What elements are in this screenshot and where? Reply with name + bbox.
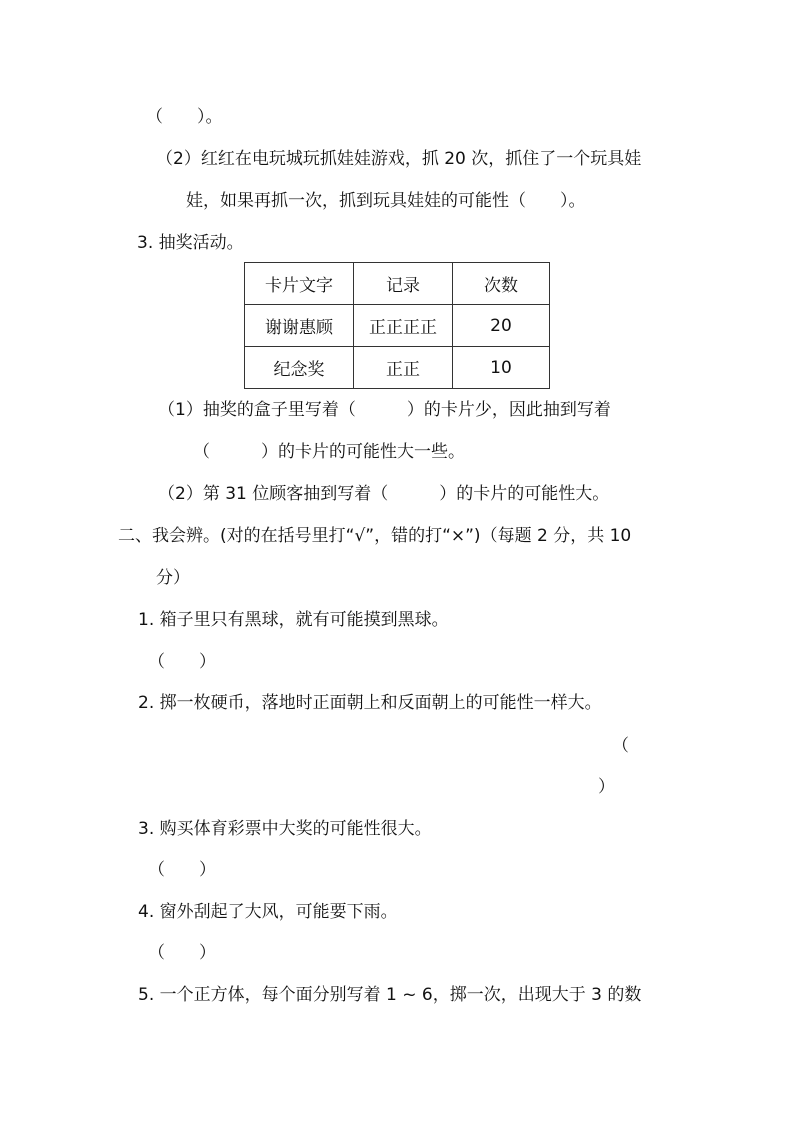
judge-item-4-answer: （ ） [148, 943, 216, 963]
table-cell: 正正 [354, 347, 453, 389]
table-cell: 10 [453, 347, 550, 389]
table-cell: 纪念奖 [245, 347, 354, 389]
table-cell: 谢谢惠顾 [245, 305, 354, 347]
section-2-heading-cont: 分） [156, 568, 190, 588]
question-2-line-1: （2）红红在电玩城玩抓娃娃游戏，抓 20 次，抓住了一个玩具娃 [156, 149, 642, 169]
judge-item-3-answer: （ ） [148, 860, 216, 880]
question-3-sub-1-line-1: （1）抽奖的盒子里写着（ ）的卡片少，因此抽到写着 [158, 400, 611, 420]
section-2-heading: 二、我会辨。(对的在括号里打“√”，错的打“×”)（每题 2 分，共 10 [118, 526, 632, 546]
table-header-cell: 次数 [453, 263, 550, 305]
judge-item-2-answer-close: ） [598, 777, 615, 797]
lottery-record-table [244, 262, 550, 389]
table-row [245, 347, 550, 389]
table-cell: 20 [453, 305, 550, 347]
judge-item-1: 1. 箱子里只有黑球，就有可能摸到黑球。 [138, 610, 449, 630]
judge-item-4: 4. 窗外刮起了大风，可能要下雨。 [138, 902, 398, 922]
judge-item-3: 3. 购买体育彩票中大奖的可能性很大。 [138, 819, 432, 839]
judge-item-1-answer: （ ） [148, 652, 216, 672]
table-header-cell: 卡片文字 [245, 263, 354, 305]
question-3-title: 3. 抽奖活动。 [137, 233, 244, 253]
table-cell: 正正正正 [354, 305, 453, 347]
table-header-cell: 记录 [354, 263, 453, 305]
question-3-sub-1-line-2: （ ）的卡片的可能性大一些。 [193, 442, 465, 462]
question-3-sub-2: （2）第 31 位顾客抽到写着（ ）的卡片的可能性大。 [158, 484, 610, 504]
judge-item-2: 2. 掷一枚硬币，落地时正面朝上和反面朝上的可能性一样大。 [138, 693, 602, 713]
question-2-line-2: 娃，如果再抓一次，抓到玩具娃娃的可能性（ ）。 [186, 191, 586, 211]
table-row [245, 305, 550, 347]
table-header-row [245, 263, 550, 305]
judge-item-2-answer-open: （ [612, 736, 629, 756]
judge-item-5: 5. 一个正方体，每个面分别写着 1 ~ 6，掷一次，出现大于 3 的数 [138, 985, 642, 1005]
answer-blank-continuation: （ ）。 [146, 107, 223, 127]
